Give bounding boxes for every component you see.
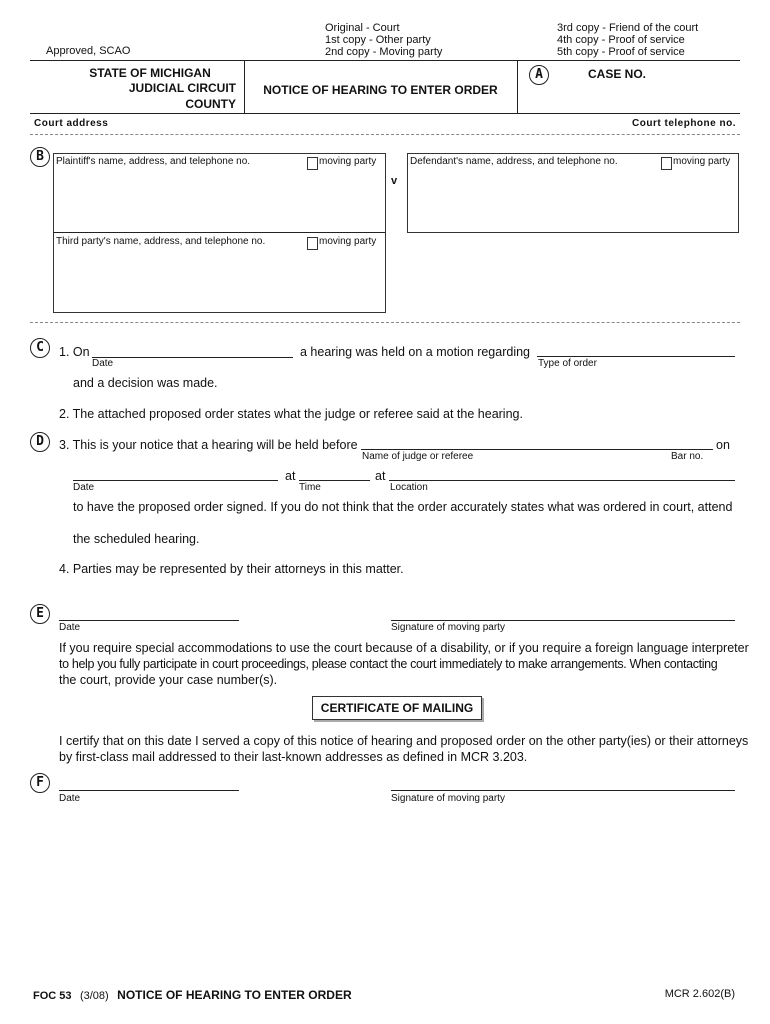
mailing-date-label: Date xyxy=(59,793,81,804)
county-label: COUNTY xyxy=(185,97,236,111)
new-date-label: Date xyxy=(73,482,95,493)
mailing-signature-label: Signature of moving party xyxy=(391,793,505,804)
type-of-order-label: Type of order xyxy=(538,358,597,369)
form-title: NOTICE OF HEARING TO ENTER ORDER xyxy=(263,83,498,97)
accommodations-line: If you require special accommodations to use the court because of a disability, or if you require a foreign language interpreter xyxy=(59,641,749,655)
marker-e: E xyxy=(30,604,50,624)
certificate-line: I certify that on this date I served a copy of this notice of hearing and proposed order on the other party(ies) or their attorneys xyxy=(59,734,749,748)
moving-party-signature-label: Signature of moving party xyxy=(391,622,505,633)
moving-party-date-field[interactable] xyxy=(59,620,239,621)
accommodations-notice xyxy=(59,640,749,688)
parties-rule xyxy=(30,322,740,323)
item1-prefix: 1. On xyxy=(59,345,90,359)
marker-d: D xyxy=(30,432,50,452)
defendant-label: Defendant's name, address, and telephone no. xyxy=(410,156,618,167)
court-rule: MCR 2.602(B) xyxy=(664,988,735,1000)
address-rule xyxy=(30,134,740,135)
circuit-label: JUDICIAL CIRCUIT xyxy=(128,81,236,95)
item3-prefix: 3. This is your notice that a hearing will be held before xyxy=(59,438,358,452)
moving-party-signature-field[interactable] xyxy=(391,620,735,621)
mailing-date-field[interactable] xyxy=(59,790,239,791)
plaintiff-third-party-box xyxy=(53,153,386,313)
new-hearing-date-field[interactable] xyxy=(73,480,278,481)
bar-no-label: Bar no. xyxy=(671,451,704,462)
third-party-moving-party-label: moving party xyxy=(319,236,377,247)
marker-a: A xyxy=(529,65,549,85)
copy-line: 2nd copy - Moving party xyxy=(325,46,443,58)
judge-referee-field[interactable] xyxy=(361,449,713,450)
copy-distribution-right xyxy=(557,22,698,58)
header-top-rule xyxy=(30,60,740,61)
at-label-2: at xyxy=(375,469,386,483)
location-label: Location xyxy=(390,482,428,493)
judge-label: Name of judge or referee xyxy=(362,451,474,462)
plaintiff-moving-party-label: moving party xyxy=(319,156,377,167)
case-no-label: CASE NO. xyxy=(588,67,647,81)
certificate-title: CERTIFICATE OF MAILING xyxy=(312,696,482,720)
court-telephone-label: Court telephone no. xyxy=(632,118,736,129)
defendant-moving-party-label: moving party xyxy=(673,156,731,167)
form-revision: (3/08) xyxy=(79,990,109,1002)
accommodations-line: to help you fully participate in court proceedings, please contact the court immediately to make arrangements. When contacting xyxy=(59,657,718,671)
plaintiff-divider xyxy=(53,232,385,233)
copy-line: 5th copy - Proof of service xyxy=(557,46,685,58)
footer-form-id xyxy=(33,986,352,1004)
versus-label: v xyxy=(391,175,398,187)
plaintiff-moving-party-checkbox[interactable] xyxy=(307,157,318,170)
header-bottom-rule xyxy=(30,113,740,114)
footer-title: NOTICE OF HEARING TO ENTER ORDER xyxy=(117,988,352,1002)
form-number: FOC 53 xyxy=(33,990,72,1002)
mailing-signature-field[interactable] xyxy=(391,790,735,791)
at-label-1: at xyxy=(285,469,296,483)
type-of-order-field[interactable] xyxy=(537,356,735,357)
marker-b: B xyxy=(30,147,50,167)
state-label: STATE OF MICHIGAN xyxy=(89,66,211,80)
approved-label: Approved, SCAO xyxy=(46,45,131,57)
marker-f: F xyxy=(30,773,50,793)
copy-line: 4th copy - Proof of service xyxy=(557,34,685,46)
third-party-moving-party-checkbox[interactable] xyxy=(307,237,318,250)
item1-mid: a hearing was held on a motion regarding xyxy=(300,345,531,359)
hearing-date-field[interactable] xyxy=(92,357,293,358)
third-party-label: Third party's name, address, and telephone no. xyxy=(56,236,266,247)
marker-c: C xyxy=(30,338,50,358)
item1-end: and a decision was made. xyxy=(73,376,218,390)
plaintiff-label: Plaintiff's name, address, and telephone no. xyxy=(56,156,251,167)
court-address-label: Court address xyxy=(34,118,109,129)
time-label: Time xyxy=(299,482,321,493)
copy-line: Original - Court xyxy=(325,22,400,34)
header-divider-right xyxy=(517,61,518,114)
certificate-text xyxy=(59,733,748,765)
hearing-location-field[interactable] xyxy=(389,480,735,481)
certificate-line: by first-class mail addressed to their last-known addresses as defined in MCR 3.203. xyxy=(59,750,528,764)
moving-party-date-label: Date xyxy=(59,622,81,633)
on-label: on xyxy=(716,438,730,452)
item4-text: 4. Parties may be represented by their attorneys in this matter. xyxy=(59,562,404,576)
notice-line-1: to have the proposed order signed. If you do not think that the order accurately states what was ordered in court, attend xyxy=(73,500,733,514)
hearing-time-field[interactable] xyxy=(299,480,370,481)
defendant-moving-party-checkbox[interactable] xyxy=(661,157,672,170)
copy-distribution-left xyxy=(325,22,442,58)
copy-line: 3rd copy - Friend of the court xyxy=(557,22,699,34)
item2-text: 2. The attached proposed order states what the judge or referee said at the hearing. xyxy=(59,407,523,421)
accommodations-line: the court, provide your case number(s). xyxy=(59,673,278,687)
hearing-date-label: Date xyxy=(92,358,114,369)
copy-line: 1st copy - Other party xyxy=(325,34,431,46)
notice-line-2: the scheduled hearing. xyxy=(73,532,200,546)
